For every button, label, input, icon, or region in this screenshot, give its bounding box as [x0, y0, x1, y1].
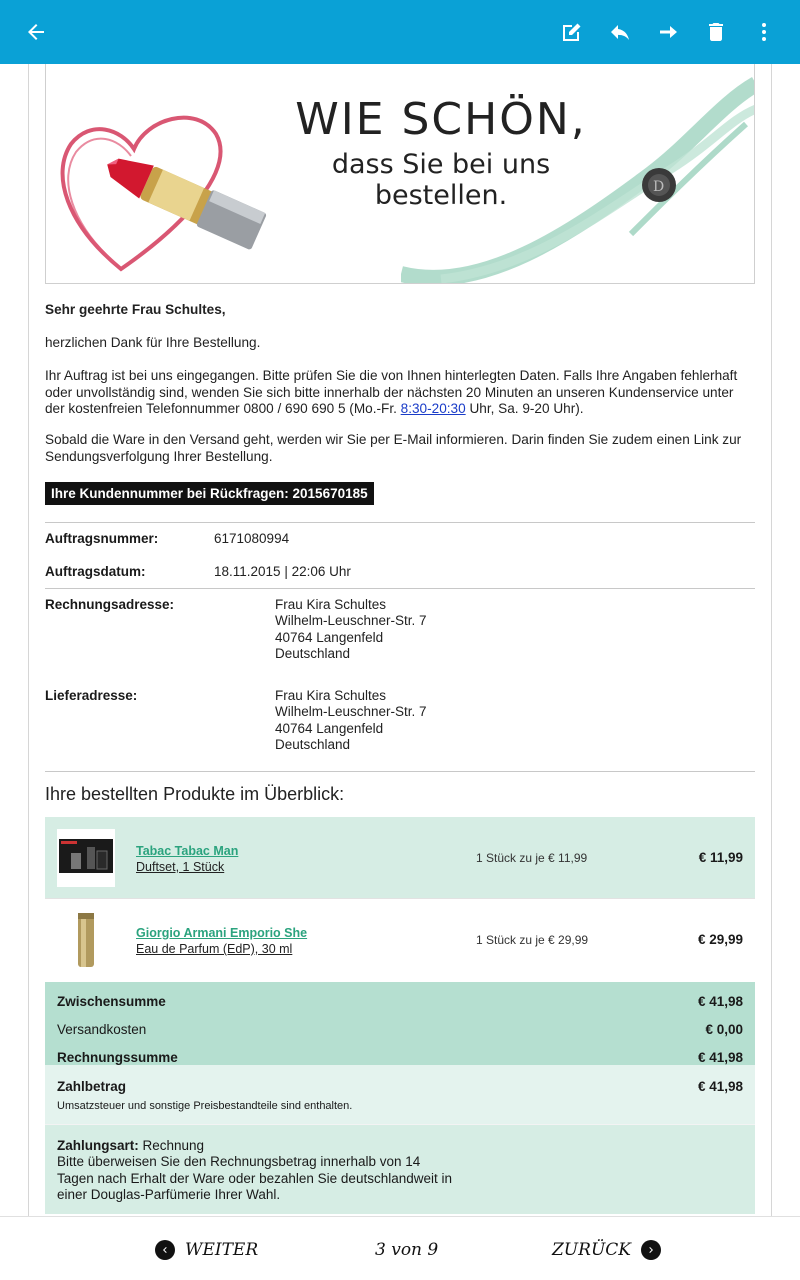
payment-amount-box [45, 1065, 755, 1124]
product-row [45, 898, 755, 981]
billing-address-line: 40764 Langenfeld [275, 629, 384, 645]
order-number-label: Auftragsnummer: [45, 531, 159, 546]
product-name-link[interactable]: Tabac Tabac Man [136, 844, 239, 858]
intro-text-end: Uhr, Sa. 9-20 Uhr). [465, 401, 584, 416]
product-description-link[interactable]: Eau de Parfum (EdP), 30 ml [136, 942, 293, 956]
product-price: € 11,99 [698, 850, 743, 865]
delete-icon [704, 20, 728, 44]
more-options-button[interactable] [740, 8, 788, 56]
payment-amount-value: € 41,98 [697, 1079, 743, 1094]
edit-icon [560, 20, 584, 44]
shipping-info: Sobald die Ware in den Versand geht, werden wir Sie per E-Mail informieren. Darin finden Sie zudem einen Link zur Sendungsverfolgung Ihrer Bestellung. [45, 432, 742, 464]
billing-address-label: Rechnungsadresse: [45, 597, 175, 612]
previous-button[interactable] [552, 1235, 661, 1265]
service-hours-link[interactable]: 8:30-20:30 [400, 401, 466, 416]
product-price: € 29,99 [697, 932, 743, 947]
subtotal-value: € 41,98 [697, 994, 743, 1009]
order-date: 18.11.2015 | 22:06 Uhr [214, 564, 351, 579]
payment-method-label: Zahlungsart: [57, 1138, 139, 1153]
product-image[interactable] [57, 911, 115, 969]
billing-address-line: Wilhelm-Leuschner-Str. 7 [275, 613, 427, 629]
chevron-right-icon [641, 1240, 661, 1260]
product-name-link[interactable]: Giorgio Armani Emporio She [136, 926, 308, 940]
reply-button[interactable] [596, 8, 644, 56]
shipping-label: Versandkosten [57, 1022, 147, 1037]
ribbon-illustration [401, 64, 755, 284]
edit-button[interactable] [548, 8, 596, 56]
more-vert-icon [752, 20, 776, 44]
product-description-link[interactable]: Duftset, 1 Stück [136, 860, 225, 874]
delivery-address-label: Lieferadresse: [45, 688, 138, 703]
pager-bar [0, 1216, 800, 1280]
tax-note: Umsatzsteuer und sonstige Preisbestandteile sind enthalten. [57, 1100, 353, 1112]
billing-address-line: Frau Kira Schultes [275, 597, 387, 612]
customer-number-badge: Ihre Kundennummer bei Rückfragen: 2015670185 [45, 482, 374, 505]
intro-text: Ihr Auftrag ist bei uns eingegangen. Bitte prüfen Sie die von Ihnen hinterlegten Daten. Falls Ihre Angaben fehlerhaft oder unvollständig sind, wenden Sie sich bitte innerhalb der nächsten 20 Minuten an unseren Kundenservice unter der kostenfreien Telefonnummer 0800 / 690 690 5 (Mo.-Fr. [45, 368, 738, 416]
products-title: Ihre bestellten Produkte im Überblick: [45, 784, 345, 804]
previous-label: ZURÜCK [552, 1240, 631, 1260]
chevron-left-icon [155, 1240, 175, 1260]
payment-amount-label: Zahlbetrag [57, 1079, 127, 1094]
delivery-address-line: Deutschland [275, 737, 351, 753]
welcome-banner [45, 64, 755, 284]
product-name-block [136, 843, 238, 875]
perfume-bottle-image [57, 911, 115, 969]
product-quantity: 1 Stück zu je € 11,99 [476, 851, 588, 865]
product-row [45, 817, 755, 898]
page-position: 3 von 9 [375, 1240, 439, 1260]
back-button[interactable] [12, 8, 60, 56]
delivery-address-line: Wilhelm-Leuschner-Str. 7 [275, 704, 427, 720]
product-name-block [136, 925, 307, 957]
divider [45, 588, 755, 589]
lipstick-heart-illustration [46, 64, 276, 284]
product-quantity: 1 Stück zu je € 29,99 [476, 933, 589, 947]
invoice-total-value: € 41,98 [697, 1050, 743, 1065]
payment-method [57, 1138, 457, 1204]
tabac-set-image [57, 829, 115, 887]
product-image[interactable] [57, 829, 115, 887]
divider [45, 522, 755, 523]
forward-icon [656, 20, 680, 44]
delivery-address [275, 688, 427, 754]
shipping-value: € 0,00 [705, 1022, 743, 1037]
banner-line-1: WIE SCHÖN, [295, 94, 587, 145]
divider [45, 771, 755, 772]
invoice-total-label: Rechnungssumme [57, 1050, 178, 1065]
next-button[interactable] [155, 1235, 258, 1265]
delete-button[interactable] [692, 8, 740, 56]
forward-button[interactable] [644, 8, 692, 56]
payment-method-note: Bitte überweisen Sie den Rechnungsbetrag innerhalb von 14 Tagen nach Erhalt der Ware oder bezahlen Sie deutschlandweit in einer Douglas-Parfümerie Ihrer Wahl. [57, 1154, 452, 1203]
subtotal-label: Zwischensumme [57, 994, 166, 1009]
reply-icon [608, 20, 632, 44]
payment-method-value: Rechnung [138, 1138, 205, 1153]
svg-text:D: D [653, 179, 665, 195]
app-bar [0, 0, 800, 64]
email-body [0, 64, 800, 1216]
billing-address-line: Deutschland [275, 646, 351, 662]
banner-line-2: dass Sie bei uns bestellen. [331, 149, 551, 211]
intro-paragraph [45, 368, 755, 418]
payment-method-box [45, 1124, 755, 1214]
totals-box [45, 982, 755, 1065]
delivery-address-line: 40764 Langenfeld [275, 720, 384, 736]
order-number: 6171080994 [214, 531, 290, 546]
order-date-label: Auftragsdatum: [45, 564, 146, 579]
next-label: WEITER [185, 1240, 259, 1260]
greeting: Sehr geehrte Frau Schultes, [45, 302, 226, 317]
thanks-text: herzlichen Dank für Ihre Bestellung. [45, 335, 261, 350]
billing-address [275, 597, 427, 663]
back-arrow-icon [24, 20, 48, 44]
delivery-address-line: Frau Kira Schultes [275, 688, 387, 703]
